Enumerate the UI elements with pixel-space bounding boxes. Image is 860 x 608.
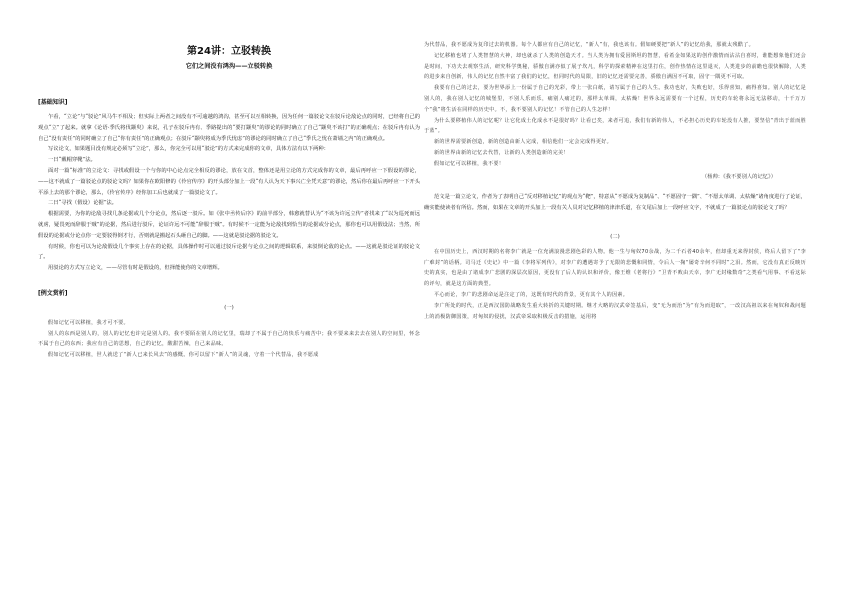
basic-paragraph: 一曰“戴帽穿靴”法。 xyxy=(48,157,96,164)
lesson-subtitle: 它们之间没有鸿沟——立驳转换 xyxy=(185,63,273,70)
analysis-paragraph: 范文是一篇立论文，作者为了表明自己“反对移植记忆”的观点为“靶”，特意从“不愿成为复制品”、“不愿固守一隅”、“不愿太单调、太枯燥”诸角度进行了论证，确实能使读者有所信。然而，如果在文章的开头加上一段有关人员对记忆移植的津津乐道，在文尾后加上一段呼应文字，不就成了一篇驳论点的驳论文了吗？ xyxy=(424,194,806,212)
example-paragraph: 李广所处的时代，正是西汉国防战略发生重大转折的关键时期。继才大略的汉武帝签基后，变“无为而治”为“有为而进取”，一改汉高祖以来在匈奴和战问题上的消极防御国策，对匈奴的侵扰，汉武帝采取积极反击的措施，运用将 xyxy=(424,302,806,320)
basic-paragraph: 乍看，“立论”与“驳论”风马牛不相及；但实际上两者之间没有不可逾越的鸿沟，甚至可以互相转换，因为任何一篇驳论文在驳斥论敌论点的同时，已经将自己的观点“立”了起来。就拿《论语·季氏将伐颛臾》来说，孔子在驳斥冉有、季路提出的“要打颛臾”的谬论的同时确立了自己“颛臾不该打”的正确观点；在驳斥冉有认为自己“没有责任”的同时确立了自己“你有责任”的正确观点；在驳斥“颛臾将成为季氏忧虑”的谬论的同时确立了自己“季氏之忧在萧墙之内”的正确观点。 xyxy=(38,114,420,142)
example-paragraph: 我要有自己的过去，要为世界添上一份属于自己的光彩，带上一张白纸，请写属于自己的人生。我功也好，失败也好，乐得喜知，痛得喜知。别人的记忆是别人的，我在别人记忆的城堡里，不别人乐而乐，痛别人痛过的，那样太单调，太枯燥！世界永远需要有一个过程，历史的车轮将永远无法移动，十千万万个“我”将生活在同样的历史中。不，我不要别人的记忆！不管自己的人生怎样！ xyxy=(424,85,806,113)
right-column xyxy=(424,40,806,322)
basic-paragraph: 面对一篇“标准”的立论文：寻找或假设一个与你的中心论点完全相反的谬论，放在文首，整体还是用立论的方式完成你的文章，最后再呼应一下假设的谬论，——这不就成了一篇驳论点的驳论文吗？如果你在欧阳修的《伶官传序》的开头部分加上一段“有人认为天下事兴亡全凭天意”的谬论，然后你在最后再呼应一下开头平添上去的那个谬论，那么，《伶官传序》经你加工后也就成了一篇驳论文了。 xyxy=(38,167,420,196)
example-paragraph: 新的世界需要新创造，新的创造由新人完成，相信他们一定会完成得更好。 xyxy=(434,139,612,146)
section-heading-example: [例文赏析] xyxy=(38,289,68,297)
lesson-title: 第24讲：立驳转换 xyxy=(187,46,271,57)
example-paragraph: 平心而论，李广的悲剧命运是注定了的，这既有时代的背景，更有其个人的因素。 xyxy=(434,291,629,298)
example-paragraph: 为什么要移植伟人的记忆呢？让它化成土化成水不是很好吗？让看已矣，来者可追，我们有新的伟人，不必担心历史的车轮没有人推，要坚信“青出于蓝而胜于蓝”。 xyxy=(424,117,806,135)
example-paragraph: 假如记忆可以移植，我不要！ xyxy=(434,160,505,167)
basic-paragraph: 根据需要，为你的论敌寻找几条论据或几个分论点，然后逐一驳斥。如《张中丞传后序》的前半部分，韩愈就替认为“不该为许远立传”者找来了“以为巡死而远就虏，疑畏死而辞服于贼”的论据，然后进行驳斥，论证许远不可能“辞服于贼”。有时候不一定能为论敌找到恰当的论据或分论点，那你也可以用假设法；当然，所假设的论据或分论点你一定要驳得倒才行，否则就是搬起石头砸自己的脚。——这就是驳论据的驳论文。 xyxy=(38,211,420,239)
section-heading-basic: [基础知识] xyxy=(38,99,68,106)
example-marker-2: (二) xyxy=(610,233,620,240)
basic-paragraph: 有时候，你也可以为论敌假设几个事实上存在的论据，具体操作时可以通过驳斥论据与论点之间的逻辑联系，来驳倒论敌的论点。——这就是驳论证的驳论文了。 xyxy=(38,243,420,261)
left-column xyxy=(38,38,420,361)
example-paragraph: 记忆移植也堵了人类智慧的大神，却也就杀了人类的创造天才。当人类为拥有爱因斯坦的智慧，看希金如果这的创作激情而沾沾自喜时，谁能想象他们还会是时间，下功夫去观察生活，研究科学奥秘，骄傲自满亦似了展子坎凡，科学的探索精神在这里打住，创作热情在这里退灭，人类进步的前瞻也很快解除，人类的进步来自创新，伟人的记忆自然丰富了我们的记忆，但同时代的局限，旧的记忆还需要完善，骄傲自满因不可取，固守一隅更不可取。 xyxy=(424,52,806,81)
example-paragraph: 假如记忆可以移植，我才可不要。 xyxy=(48,319,129,326)
basic-paragraph: 二曰“寻找（假设）论据”法。 xyxy=(48,200,117,207)
example-marker-1: (一) xyxy=(224,304,234,311)
example-paragraph: 新的世界由新的记忆去代替，让新的人类创造新的完美！ xyxy=(434,149,569,156)
example-paragraph: 别人的东西是别人的，别人的记忆也许完是别人的。我不要陌在别人的记忆里，瑞却了不属于自己的快乐与痛苦中；我不要来来去去在别人的空间里，怀念不属于自己的东西；我应有自己的思想，自己的记忆，酸甜苦辣，自己来品味。 xyxy=(38,330,420,348)
example-paragraph: 假如记忆可以移植，世人就送了“新人已来长风去”的感慨。你可以留下“新人”的灵魂，守着一个代替品，我不愿成 xyxy=(48,352,319,359)
basic-paragraph: 写议论文，如果题目没有规定必须写“立论”，那么，你完全可以用“驳论”的方式来完成你的文章，具体方法有以下两种： xyxy=(48,146,329,153)
basic-paragraph: 用驳论的方式写立论文，——尽管有时是假设的，但择能使你的文章增辉。 xyxy=(48,265,223,272)
quote-source: （杨帅：《我不要别人的记忆》） xyxy=(701,173,776,180)
example-paragraph: 在中国历史上，西汉时期的名将李广就是一位充满浪漫悲剧色彩的人物。他一生与匈奴70余战，为二千石者40余年，但却重无来得封侯，终后人留下了“李广难封”的话柄。司马迁《史记》中一篇《李将军列传》，对李广的遭遇寄予了无限的悲慨和同情，令后人一掬“屡奇辛何不同时”之泪。然而，它没有真正反映历史的真实，也是由了诸成李广悲剧的深层次原因，更没有了后人的认识和评价，像王维《老将行》“卫青不败由天幸，李广无封缘数奇”之类看气用事、不看这际的评句，就是这方面的典型。 xyxy=(424,248,806,288)
example-paragraph: 为代替品，我不愿成为复印过去的机器。每个人都应有自己的记忆，“新人”有，我也该有。假如硬要把“新人”的记忆给我，那就太残酷了。 xyxy=(424,42,754,48)
